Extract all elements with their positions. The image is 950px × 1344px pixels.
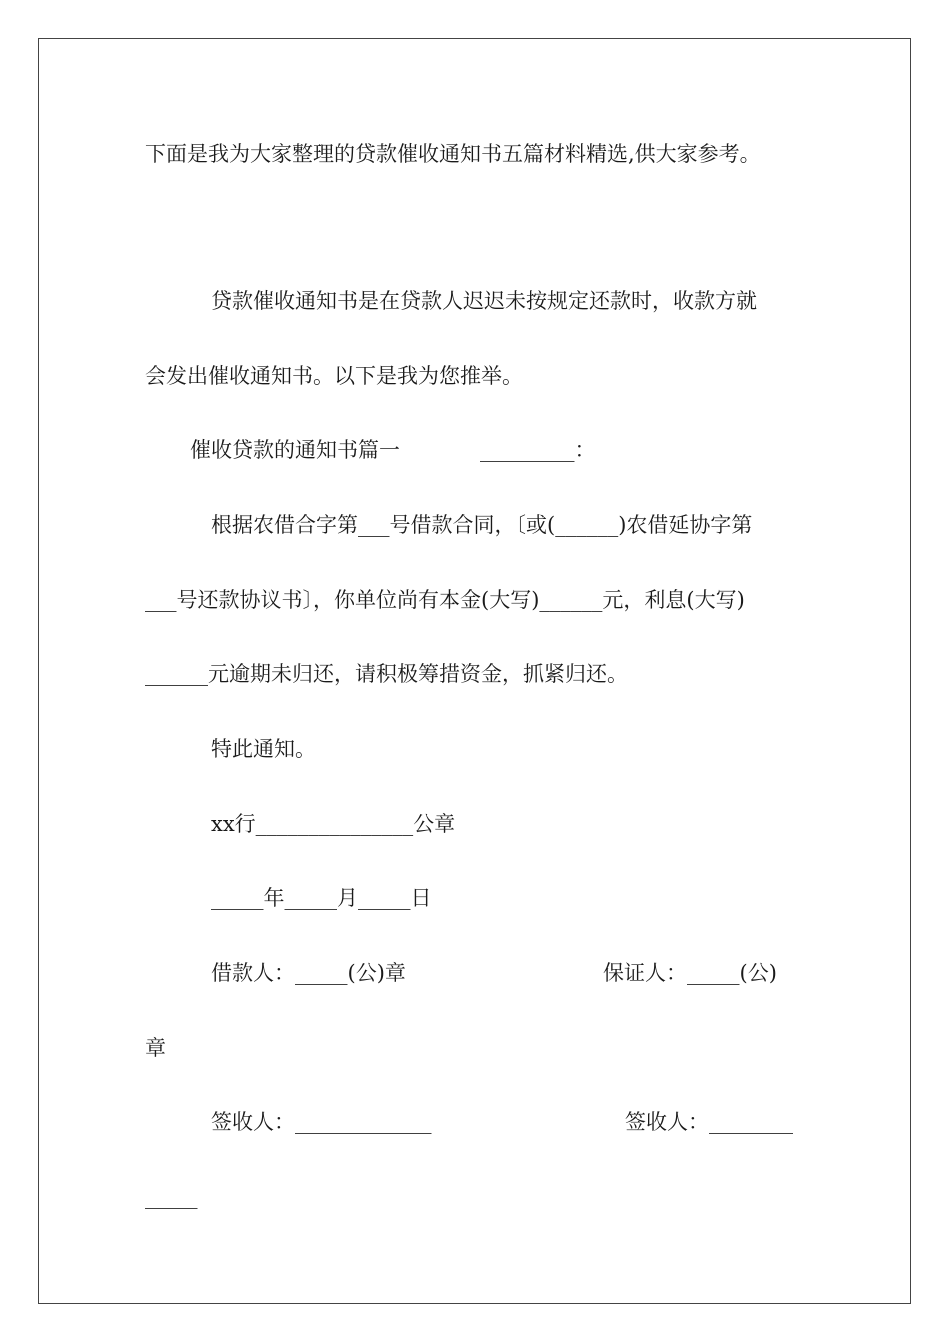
guarantor-line: 保证人：_____(公) [603, 961, 777, 985]
body-line-3: ______元逾期未归还，请积极筹措资金，抓紧归还。 [145, 662, 628, 686]
notice-heading: 催收贷款的通知书篇一 [190, 438, 400, 462]
addressee-blank: _________： [480, 438, 596, 462]
bank-seal-line: xx行_______________公章 [211, 812, 456, 836]
signer-2-line-cont: _____ [145, 1185, 198, 1209]
intro-text: 下面是我为大家整理的贷款催收通知书五篇材料精选,供大家参考。 [145, 142, 761, 166]
guarantor-line-cont: 章 [145, 1036, 166, 1060]
body-line-2: ___号还款协议书〕，你单位尚有本金(大写)______元，利息(大写) [145, 588, 745, 612]
date-line: _____年_____月_____日 [211, 886, 432, 910]
borrower-line: 借款人：_____(公)章 [211, 961, 406, 985]
paragraph-1-line-2: 会发出催收通知书。以下是我为您推举。 [145, 364, 523, 388]
body-line-1: 根据农借合字第___号借款合同，〔或(______)农借延协字第 [211, 513, 753, 537]
signer-1-line: 签收人：_____________ [211, 1110, 432, 1134]
notice-closing: 特此通知。 [211, 737, 316, 761]
signer-2-line: 签收人：________ [625, 1110, 793, 1134]
paragraph-1-line-1: 贷款催收通知书是在贷款人迟迟未按规定还款时，收款方就 [211, 289, 757, 313]
